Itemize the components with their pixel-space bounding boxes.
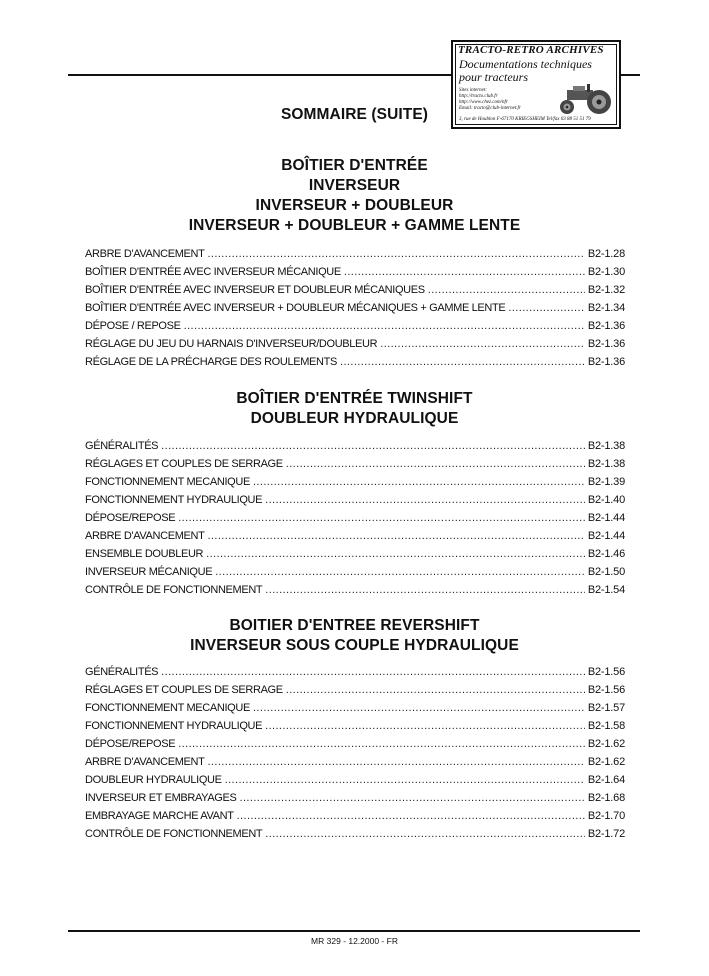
- toc-entry-title: ENSEMBLE DOUBLEUR: [85, 548, 204, 561]
- toc-entry-title: RÉGLAGE DU JEU DU HARNAIS D'INVERSEUR/DOUBLEUR: [85, 338, 378, 351]
- toc-entry[interactable]: [85, 720, 625, 738]
- toc-leader-dots: [508, 302, 584, 314]
- toc-entry-page: B2-1.44: [587, 512, 625, 525]
- toc-entry-page: B2-1.36: [587, 338, 625, 351]
- toc-leader-dots: [207, 756, 584, 768]
- toc-entry-title: BOÎTIER D'ENTRÉE AVEC INVERSEUR ET DOUBLEUR MÉCANIQUES: [85, 284, 425, 297]
- toc-entry[interactable]: [85, 458, 625, 476]
- section-heading: BOÎTIER D'ENTRÉE: [281, 157, 428, 174]
- toc-entry-title: FONCTIONNEMENT MECANIQUE: [85, 476, 250, 489]
- section-heading: INVERSEUR + DOUBLEUR: [255, 197, 454, 214]
- stamp-url-1: http://tracto.club.fr: [459, 94, 498, 99]
- page-title: SOMMAIRE (SUITE): [280, 106, 429, 123]
- toc-entry-page: B2-1.28: [587, 248, 625, 260]
- toc-leader-dots: [428, 284, 585, 296]
- toc-entry-page: B2-1.38: [587, 458, 625, 471]
- toc-entry-page: B2-1.44: [587, 530, 625, 543]
- toc-entry-title: BOÎTIER D'ENTRÉE AVEC INVERSEUR + DOUBLEUR MÉCANIQUES + GAMME LENTE: [85, 302, 506, 315]
- toc-leader-dots: [265, 584, 585, 596]
- toc-entry-title: DÉPOSE / REPOSE: [85, 320, 181, 333]
- stamp-email: Email: tracto@club-internet.fr: [459, 106, 521, 111]
- toc-entry[interactable]: [85, 320, 625, 338]
- toc-leader-dots: [265, 828, 585, 840]
- toc-entry-page: B2-1.68: [587, 792, 625, 805]
- toc-leader-dots: [265, 720, 585, 732]
- stamp-internet-label: Sites internet:: [459, 88, 487, 93]
- toc-entry[interactable]: [85, 476, 625, 494]
- toc-entry[interactable]: [85, 266, 625, 284]
- toc-entry[interactable]: [85, 284, 625, 302]
- toc-entry-page: B2-1.56: [587, 684, 625, 697]
- toc-leader-dots: [286, 458, 585, 470]
- section-heading: BOITIER D'ENTREE REVERSHIFT: [229, 617, 480, 634]
- toc-entry-page: B2-1.46: [587, 548, 625, 561]
- toc-entry-title: FONCTIONNEMENT HYDRAULIQUE: [85, 494, 263, 507]
- toc-leader-dots: [340, 356, 585, 368]
- toc-entry-page: B2-1.39: [587, 476, 625, 489]
- toc-entry-page: B2-1.70: [587, 810, 625, 823]
- section-heading: INVERSEUR + DOUBLEUR + GAMME LENTE: [188, 217, 521, 234]
- toc-entry-page: B2-1.40: [587, 494, 625, 507]
- section-heading: DOUBLEUR HYDRAULIQUE: [250, 410, 459, 427]
- toc-entry-title: CONTRÔLE DE FONCTIONNEMENT: [85, 828, 263, 841]
- toc-entry[interactable]: [85, 248, 625, 266]
- toc-leader-dots: [206, 548, 585, 560]
- section-heading: INVERSEUR SOUS COUPLE HYDRAULIQUE: [190, 637, 519, 654]
- toc-entry-title: BOÎTIER D'ENTRÉE AVEC INVERSEUR MÉCANIQUE: [85, 266, 341, 279]
- toc-entry-page: B2-1.72: [587, 828, 625, 841]
- toc-entry-title: RÉGLAGES ET COUPLES DE SERRAGE: [85, 684, 283, 697]
- toc-entry-title: DOUBLEUR HYDRAULIQUE: [85, 774, 222, 787]
- toc-entry[interactable]: [85, 774, 625, 792]
- toc-leader-dots: [161, 666, 585, 678]
- toc-entry[interactable]: [85, 566, 625, 584]
- toc-entry-title: INVERSEUR MÉCANIQUE: [85, 566, 213, 579]
- toc-leader-dots: [215, 566, 585, 578]
- toc-entry-page: B2-1.64: [587, 774, 625, 787]
- toc-entry-page: B2-1.38: [587, 440, 625, 452]
- toc-entry[interactable]: [85, 684, 625, 702]
- toc-leader-dots: [253, 702, 585, 714]
- toc-entry-title: CONTRÔLE DE FONCTIONNEMENT: [85, 584, 263, 597]
- toc-entry[interactable]: [85, 338, 625, 356]
- toc-entry-title: DÉPOSE/REPOSE: [85, 738, 176, 751]
- stamp-brand: TRACTO-RETRO ARCHIVES: [458, 44, 604, 56]
- toc-entry[interactable]: [85, 828, 625, 846]
- toc-entry-page: B2-1.62: [587, 756, 625, 769]
- toc-entry-page: B2-1.34: [587, 302, 625, 315]
- toc-entry[interactable]: [85, 584, 625, 602]
- stamp-url-2: http://www.chez.com/nfr: [459, 100, 508, 105]
- toc-entry[interactable]: [85, 738, 625, 756]
- toc-leader-dots: [240, 792, 585, 804]
- toc-entry-title: DÉPOSE/REPOSE: [85, 512, 176, 525]
- toc-entry[interactable]: [85, 530, 625, 548]
- toc-entry-title: RÉGLAGE DE LA PRÉCHARGE DES ROULEMENTS: [85, 356, 337, 369]
- toc-entry[interactable]: [85, 792, 625, 810]
- toc-leader-dots: [207, 530, 584, 542]
- toc-entry[interactable]: [85, 756, 625, 774]
- toc-entry-page: B2-1.56: [587, 666, 625, 678]
- toc-entry-title: EMBRAYAGE MARCHE AVANT: [85, 810, 234, 823]
- toc-entry-title: ARBRE D'AVANCEMENT: [85, 248, 205, 260]
- bottom-rule: [68, 930, 640, 932]
- toc-leader-dots: [286, 684, 585, 696]
- toc-leader-dots: [265, 494, 585, 506]
- section-heading: BOÎTIER D'ENTRÉE TWINSHIFT: [236, 390, 473, 407]
- toc-entry-title: INVERSEUR ET EMBRAYAGES: [85, 792, 237, 805]
- toc-entry-title: ARBRE D'AVANCEMENT: [85, 530, 205, 543]
- toc-entry[interactable]: [85, 494, 625, 512]
- toc-entry[interactable]: [85, 356, 625, 374]
- toc-leader-dots: [225, 774, 585, 786]
- toc-entry-page: B2-1.36: [587, 356, 625, 369]
- toc-leader-dots: [178, 738, 585, 750]
- toc-leader-dots: [237, 810, 585, 822]
- toc-entry[interactable]: [85, 440, 625, 458]
- toc-entry-page: B2-1.36: [587, 320, 625, 333]
- toc-entry-title: ARBRE D'AVANCEMENT: [85, 756, 205, 769]
- section-heading: INVERSEUR: [308, 177, 401, 194]
- toc-entry[interactable]: [85, 548, 625, 566]
- toc-entry-title: GÉNÉRALITÉS: [85, 440, 159, 452]
- toc-entry-title: FONCTIONNEMENT MECANIQUE: [85, 702, 250, 715]
- toc-entry-page: B2-1.54: [587, 584, 625, 597]
- toc-entry-page: B2-1.50: [587, 566, 625, 579]
- toc-entry[interactable]: [85, 810, 625, 828]
- toc-entry-page: B2-1.57: [587, 702, 625, 715]
- toc-leader-dots: [178, 512, 585, 524]
- toc-leader-dots: [184, 320, 585, 332]
- toc-leader-dots: [161, 440, 585, 452]
- toc-entry-page: B2-1.62: [587, 738, 625, 751]
- toc-entry[interactable]: [85, 666, 625, 684]
- toc-leader-dots: [380, 338, 585, 350]
- toc-entry[interactable]: [85, 702, 625, 720]
- stamp-address: 3, rue de Houblon F-67170 KRIEGSHEIM Tel/fax 03 88 51 51 79: [459, 117, 591, 122]
- stamp-tagline-1: Documentations techniques: [459, 57, 592, 71]
- stamp-tagline-2: pour tracteurs: [459, 70, 528, 84]
- toc-entry-page: B2-1.58: [587, 720, 625, 733]
- toc-entry-page: B2-1.30: [587, 266, 625, 279]
- toc-entry-title: FONCTIONNEMENT HYDRAULIQUE: [85, 720, 263, 733]
- toc-entry-title: RÉGLAGES ET COUPLES DE SERRAGE: [85, 458, 283, 471]
- toc-entry[interactable]: [85, 302, 625, 320]
- toc-entry[interactable]: [85, 512, 625, 530]
- toc-entry-title: GÉNÉRALITÉS: [85, 666, 159, 678]
- footer-reference: MR 329 - 12.2000 - FR: [311, 936, 398, 946]
- toc-leader-dots: [344, 266, 585, 278]
- toc-leader-dots: [207, 248, 584, 260]
- toc-leader-dots: [253, 476, 585, 488]
- toc-entry-page: B2-1.32: [587, 284, 625, 297]
